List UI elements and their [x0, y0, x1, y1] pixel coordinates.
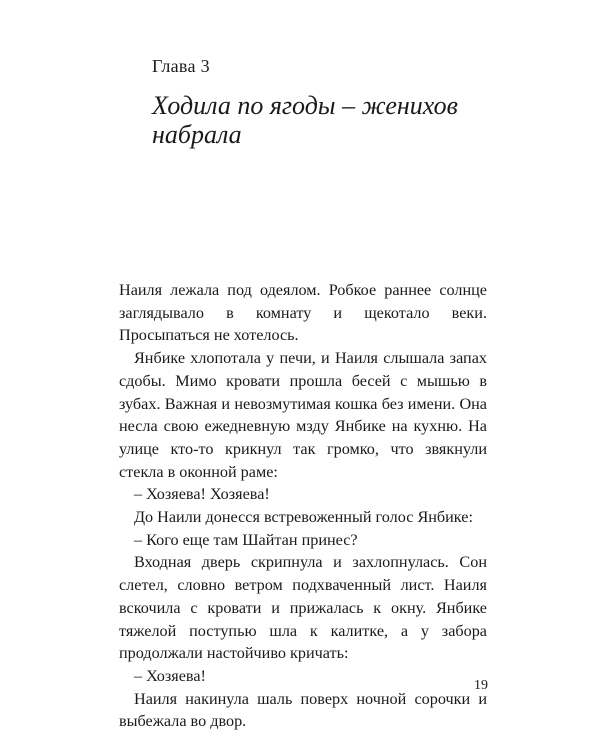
- paragraph-3: – Хозяева! Хозяева!: [134, 485, 270, 504]
- paragraph-1: Наиля лежала под одеялом. Робкое раннее солнце заглядывало в комнату и щекотало веки. Просыпаться не хотелось.: [119, 281, 487, 345]
- page-number: 19: [474, 678, 488, 693]
- chapter-title-line-2: набрала: [152, 120, 242, 149]
- paragraph-2: Янбике хлопотала у печи, и Наиля слышала запах сдобы. Мимо кровати прошла бесей с мышью в зубах. Важная и невозмутимая кошка без имени. Она несла свою ежедневную мзду Янбике на кухню. На улице кто-то крикнул так громко, что звякнули стекла в оконной раме:: [119, 349, 487, 481]
- paragraph-4: До Наили донесся встревоженный голос Янбике:: [134, 508, 473, 527]
- paragraph-8: Наиля накинула шаль поверх ночной сорочки и выбежала во двор.: [119, 689, 487, 731]
- paragraph-5: – Кого еще там Шайтан принес?: [134, 530, 358, 549]
- chapter-label: Глава 3: [152, 56, 210, 76]
- chapter-title-line-1: Ходила по ягоды – женихов: [152, 91, 458, 120]
- paragraph-7: – Хозяева!: [134, 666, 206, 685]
- paragraph-6: Входная дверь скрипнула и захлопнулась. Сон слетел, словно ветром подхваченный лист. Наиля вскочила с кровати и прижалась к окну. Янбике тяжелой поступью шла к калитке, а у забора продолжали настойчиво кричать:: [119, 553, 487, 663]
- body-text: [119, 279, 487, 733]
- chapter-title: [152, 91, 532, 149]
